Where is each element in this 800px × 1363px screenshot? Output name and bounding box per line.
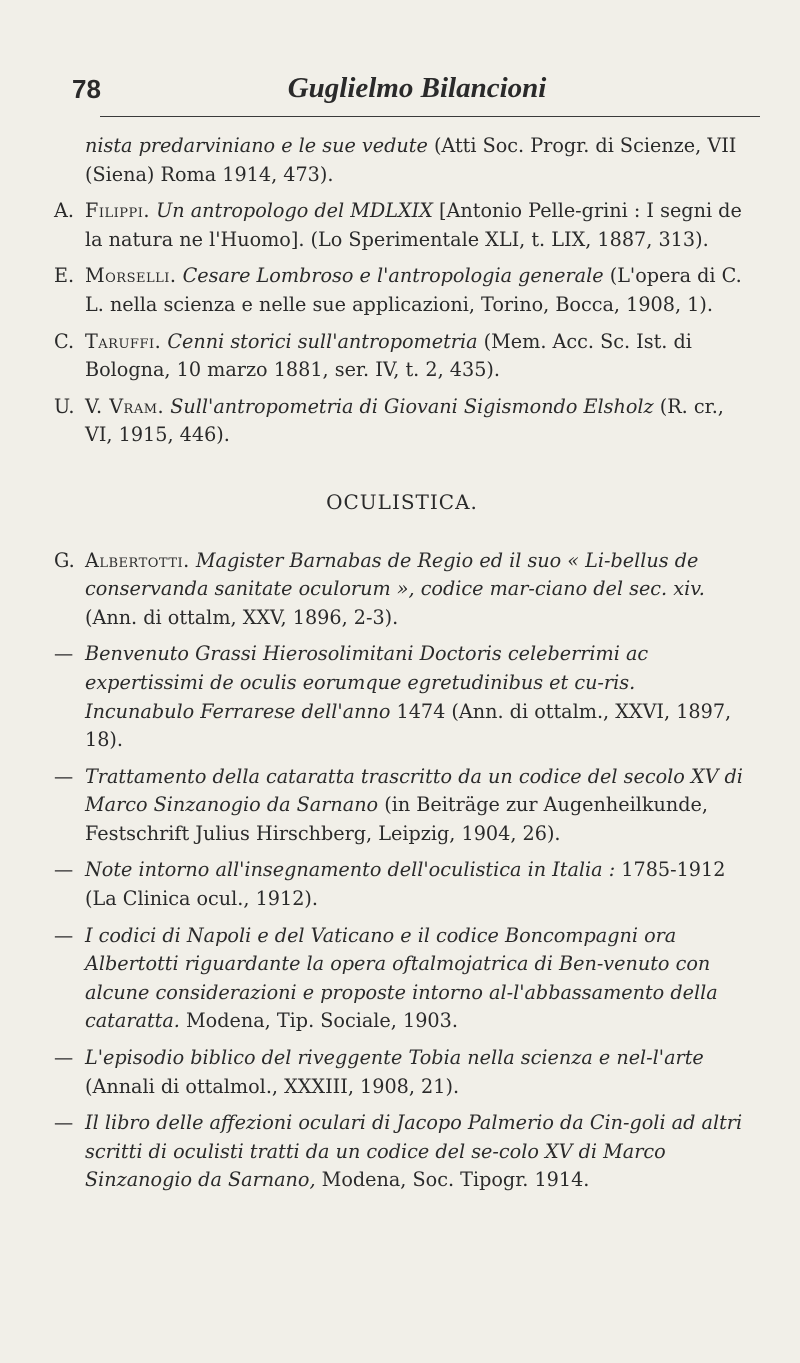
bibliography-entry	[54, 328, 750, 385]
entry-title: Benvenuto Grassi Hierosolimitani Doctoris celeberrimi ac expertissimi de oculis eorumque egretudinibus et cu-ris. Incunabulo Ferrarese dell'anno	[85, 642, 649, 723]
entry-title: L'episodio biblico del riveggente Tobia nella scienza e nel-l'arte	[85, 1046, 704, 1070]
header-rule	[100, 116, 760, 117]
page-number: 78	[72, 74, 101, 104]
running-head: Guglielmo Bilancioni	[287, 72, 547, 104]
entry-citation: [Antonio Pelle-grini : I segni de la natura ne l'Huomo]. (Lo Sperimentale XLI, t. LIX, 1887, 313).	[85, 199, 742, 251]
entry-citation: (in Beiträge zur Augenheilkunde, Festschrift Julius Hirschberg, Leipzig, 1904, 26).	[85, 793, 708, 845]
entry-citation: 1474 (Ann. di ottalm., XXVI, 1897, 18).	[85, 699, 732, 752]
entry-author: Morselli.	[85, 264, 177, 288]
entry-marker: —	[54, 923, 74, 947]
entry-marker: —	[54, 642, 74, 666]
entry-citation: Modena, Soc. Tipogr. 1914.	[321, 1168, 590, 1192]
entry-title: Note intorno all'insegnamento dell'oculistica in Italia :	[85, 858, 616, 882]
entry-title: Trattamento della cataratta trascritto da un codice del secolo XV di Marco Sinzanogio da Sarnano	[85, 764, 743, 817]
entry-marker: —	[54, 1046, 74, 1070]
bibliography-entry	[54, 856, 750, 913]
entry-citation: 1785-1912 (La Clinica ocul., 1912).	[85, 858, 726, 911]
entry-marker: C.	[54, 329, 75, 353]
entry-title: Sull'antropometria di Giovani Sigismondo Elsholz	[170, 394, 654, 418]
entry-title: Il libro delle affezioni oculari di Jacopo Palmerio da Cin-goli ad altri scritti di oculisti tratti da un codice del se-colo XV di Marco Sinzanogio da Sarnano,	[85, 1111, 743, 1192]
entry-citation: (R. cr., VI, 1915, 446).	[85, 394, 724, 447]
entry-author: Taruffi.	[85, 329, 162, 353]
continuation-entry	[54, 132, 750, 189]
entry-marker: E.	[54, 264, 75, 288]
entry-marker: A.	[54, 199, 74, 223]
bibliography-entry	[54, 1044, 750, 1101]
bibliography-entry	[54, 197, 750, 254]
bibliography-entry	[54, 547, 750, 633]
entry-citation: (L'opera di C. L. nella scienza e nelle sue applicazioni, Torino, Bocca, 1908, 1).	[85, 264, 742, 316]
bibliography-entry	[54, 640, 750, 754]
entry-marker: —	[54, 764, 74, 788]
entry-title: Cesare Lombroso e l'antropologia generale	[182, 264, 604, 288]
entry-title: Un antropologo del MDLXIX	[156, 199, 433, 223]
bibliography-entry	[54, 1109, 750, 1195]
entry-title: nista predarviniano e le sue vedute	[85, 134, 428, 157]
entry-list-oculistica	[54, 547, 750, 1195]
bibliography-entry	[54, 763, 750, 849]
entry-title: I codici di Napoli e del Vaticano e il codice Boncompagni ora Albertotti riguardante la opera oftalmojatrica di Ben-venuto con alcune considerazioni e proposte intorno al-l'abbassamento della cataratta.	[85, 923, 718, 1033]
entry-author: Filippi.	[85, 199, 150, 223]
entry-title: Magister Barnabas de Regio ed il suo « Li-bellus de conservanda sanitate oculorum », codice mar-ciano del sec. xiv.	[85, 548, 705, 601]
entry-citation: (Annali di ottalmol., XXXIII, 1908, 21).	[85, 1074, 460, 1098]
entry-author: Albertotti.	[85, 548, 190, 572]
bibliography-entry	[54, 922, 750, 1036]
entry-title: Cenni storici sull'antropometria	[167, 329, 478, 353]
bibliography-content	[54, 132, 750, 1203]
page-header	[72, 72, 762, 112]
entry-marker: —	[54, 858, 74, 882]
entry-citation: (Atti Soc. Progr. di Scienze, VII (Siena) Roma 1914, 473).	[85, 134, 737, 186]
bibliography-entry	[54, 393, 750, 450]
entry-citation: Modena, Tip. Sociale, 1903.	[186, 1009, 458, 1033]
entry-list-antropologia	[54, 197, 750, 450]
entry-marker: U.	[54, 394, 75, 418]
entry-citation: (Mem. Acc. Sc. Ist. di Bologna, 10 marzo 1881, ser. IV, t. 2, 435).	[85, 329, 692, 382]
bibliography-entry	[54, 262, 750, 319]
entry-marker: G.	[54, 548, 75, 572]
entry-marker: —	[54, 1111, 74, 1135]
entry-author: V. Vram.	[85, 394, 165, 418]
entry-citation: (Ann. di ottalm, XXV, 1896, 2-3).	[85, 605, 399, 629]
section-title: OCULISTICA.	[326, 489, 478, 514]
